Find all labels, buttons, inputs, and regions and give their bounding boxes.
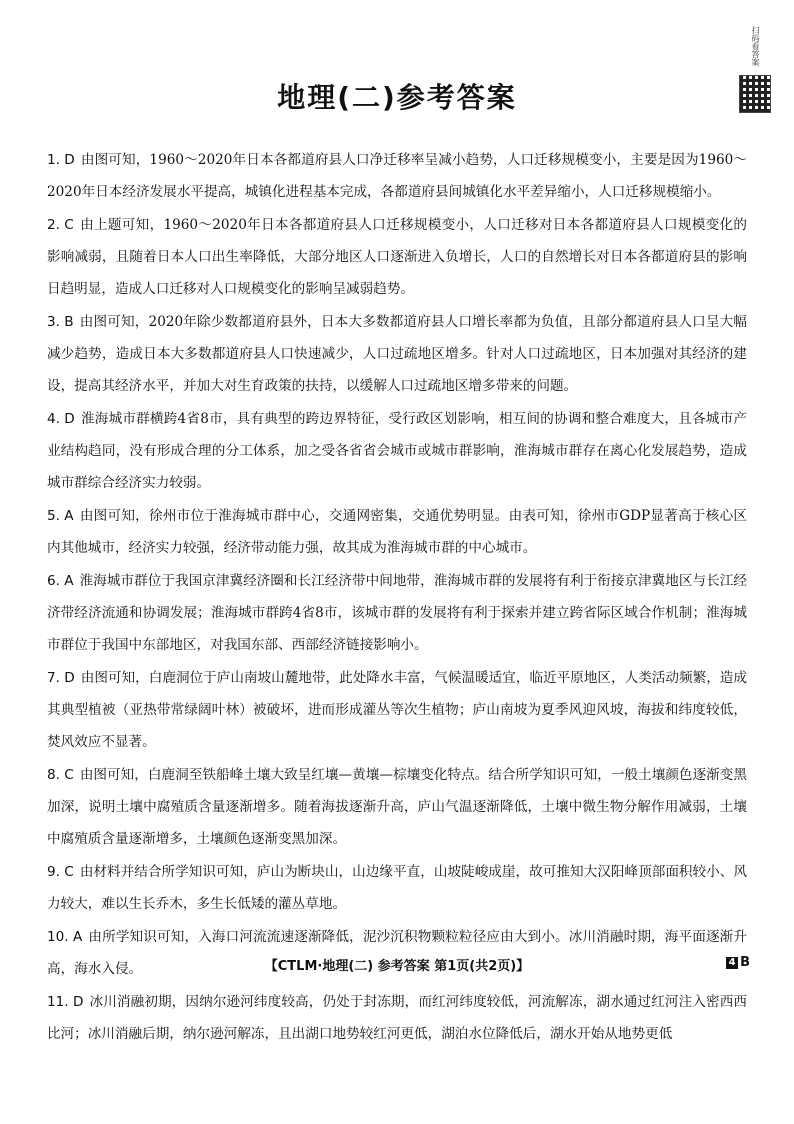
- answer-explanation: 由图可知，1960～2020年日本各都道府县人口净迁移率呈减小趋势，人口迁移规模变小，主要是因为1960～2020年日本经济发展水平提高，城镇化进程基本完成，各都道府县间城镇化水平差异缩小，人口迁移规模缩小。: [47, 152, 747, 200]
- qr-caption: 扫码看答案: [751, 26, 760, 66]
- answer-item: [47, 856, 747, 920]
- answer-explanation: 淮海城市群横跨4省8市，具有典型的跨边界特征，受行政区划影响，相互间的协调和整合难度大，且各城市产业结构趋同，没有形成合理的分工体系，加之受各省省会城市或城市群影响，淮海城市群存在离心化发展趋势，造成城市群综合经济实力较弱。: [47, 411, 747, 491]
- answer-explanation: 由图可知，白鹿洞至铁船峰土壤大致呈红壤—黄壤—棕壤变化特点。结合所学知识可知，一般土壤颜色逐渐变黑加深，说明土壤中腐殖质含量逐渐增多。随着海拔逐渐升高，庐山气温逐渐降低，土壤中微生物分解作用减弱，土壤中腐殖质含量逐渐增多，土壤颜色逐渐变黑加深。: [47, 767, 747, 847]
- answer-number: 2. C: [47, 217, 74, 233]
- answer-explanation: 冰川消融初期，因纳尔逊河纬度较高，仍处于封冻期，而红河纬度较低，河流解冻，湖水通过红河注入密西西比河；冰川消融后期，纳尔逊河解冻，且出湖口地势较红河更低，湖泊水位降低后，湖水开始从地势更低: [47, 994, 747, 1042]
- answer-item: [47, 662, 747, 758]
- answer-explanation: 由图可知，白鹿洞位于庐山南坡山麓地带，此处降水丰富，气候温暖适宜，临近平原地区，人类活动频繁，造成其典型植被（亚热带常绿阔叶林）被破坏，进而形成灌丛等次生植物；庐山南坡为夏季风迎风坡，海拔和纬度较低，焚风效应不显著。: [47, 670, 747, 750]
- answer-number: 9. C: [47, 864, 74, 880]
- page-title: 地理(二)参考答案: [277, 81, 517, 114]
- answer-explanation: 淮海城市群位于我国京津冀经济圈和长江经济带中间地带，淮海城市群的发展将有利于衔接京津冀地区与长江经济带经济流通和协调发展；淮海城市群跨4省8市，该城市群的发展将有利于探索并建立跨省际区域合作机制；淮海城市群位于我国中东部地区，对我国东部、西部经济链接影响小。: [47, 573, 747, 653]
- footer-code-box: 4: [726, 957, 738, 969]
- answer-item: [47, 403, 747, 499]
- answer-explanation: 由图可知，徐州市位于淮海城市群中心，交通网密集，交通优势明显。由表可知，徐州市GDP显著高于核心区内其他城市，经济实力较强，经济带动能力强，故其成为淮海城市群的中心城市。: [47, 508, 747, 556]
- answer-list: [47, 144, 747, 1051]
- answer-explanation: 由图可知，2020年除少数都道府县外，日本大多数都道府县人口增长率都为负值，且部分都道府县人口呈大幅减少趋势，造成日本大多数都道府县人口快速减少，人口过疏地区增多。针对人口过疏地区，日本加强对其经济的建设，提高其经济水平，并加大对生育政策的扶持，以缓解人口过疏地区增多带来的问题。: [47, 314, 747, 394]
- answer-item: [47, 209, 747, 305]
- footer-code: [726, 955, 750, 970]
- footer-code-letter: B: [740, 955, 750, 970]
- answer-number: 5. A: [47, 508, 74, 524]
- page-footer: 【CTLM·地理(二) 参考答案 第1页(共2页)】: [264, 959, 530, 974]
- answer-explanation: 由上题可知，1960～2020年日本各都道府县人口迁移规模变小，人口迁移对日本各都道府县人口规模变化的影响减弱，且随着日本人口出生率降低，大部分地区人口逐渐进入负增长，人口的自然增长对日本各都道府县的影响日趋明显，造成人口迁移对人口规模变化的影响呈减弱趋势。: [47, 217, 747, 297]
- answer-item: [47, 565, 747, 661]
- answer-number: 4. D: [47, 411, 75, 427]
- answer-explanation: 由材料并结合所学知识可知，庐山为断块山，山边缘平直，山坡陡峻成崖，故可推知大汉阳峰顶部面积较小、风力较大，难以生长乔木，多生长低矮的灌丛草地。: [47, 864, 747, 912]
- answer-number: 3. B: [47, 314, 74, 330]
- answer-item: [47, 306, 747, 402]
- answer-item: [47, 144, 747, 208]
- answer-number: 8. C: [47, 767, 74, 783]
- answer-number: 10. A: [47, 929, 83, 945]
- answer-item: [47, 759, 747, 855]
- answer-number: 7. D: [47, 670, 75, 686]
- answer-item: [47, 986, 747, 1050]
- answer-number: 11. D: [47, 994, 84, 1010]
- answer-item: [47, 500, 747, 564]
- answer-number: 6. A: [47, 573, 74, 589]
- answer-explanation: 由所学知识可知，入海口河流流速逐渐降低，泥沙沉积物颗粒粒径应由大到小。冰川消融时期，海平面逐渐升高，海水入侵。: [47, 929, 747, 977]
- answer-item: [47, 921, 747, 985]
- answer-number: 1. D: [47, 152, 75, 168]
